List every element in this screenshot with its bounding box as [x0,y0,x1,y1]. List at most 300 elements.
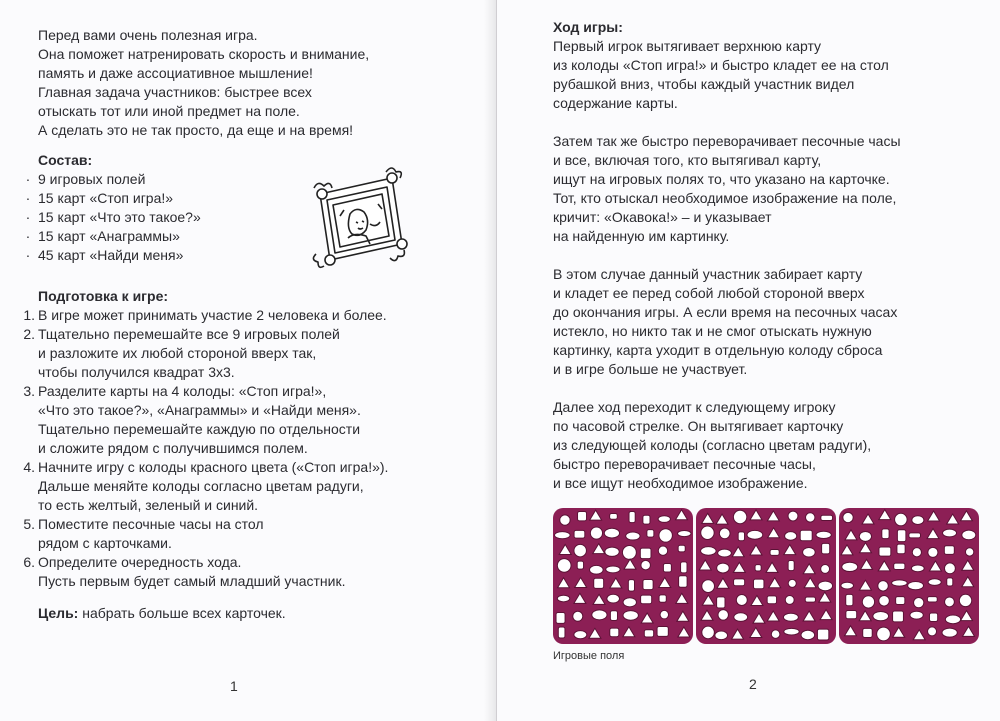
boards-caption: Игровые поля [553,650,625,662]
doodle-shape [610,628,619,637]
doodle-shape [788,511,798,521]
doodle-shape [908,581,924,589]
doodle-shape [559,545,571,555]
doodle-shape [556,612,565,623]
doodle-shape [965,548,973,556]
doodle-shape [862,596,874,608]
doodle-shape [733,562,745,572]
doodle-shape [755,565,761,571]
doodle-shape [750,510,762,520]
composition-item [25,170,201,189]
game-board-tile-2-art [696,508,836,644]
preparation-section [23,287,389,591]
gameplay-line: на найденную им картинку. [553,228,730,244]
doodle-shape [806,513,815,522]
doodle-shape [623,611,638,621]
doodle-shape [770,550,779,556]
step-number: 2. [23,326,35,342]
doodle-shape [912,548,921,557]
doodle-shape [859,531,871,541]
preparation-step-line [38,363,388,382]
doodle-shape [801,630,815,639]
intro-line: отыскать тот или иной предмет на поле. [38,103,300,119]
doodle-shape [928,511,940,521]
bullet-marker: · [25,171,31,187]
doodle-shape [736,595,747,606]
doodle-shape [962,530,976,540]
doodle-shape [558,578,570,588]
doodle-shape [577,561,583,569]
doodle-shape [647,530,654,537]
doodle-shape [863,628,873,637]
game-board-tile-3 [839,508,979,644]
doodle-shape [555,532,571,539]
doodle-shape [768,528,780,538]
doodle-shape [841,582,854,589]
doodle-shape [804,578,816,588]
doodle-shape [753,613,765,623]
picture-frame-illustration [300,164,412,274]
step-text: и сложите рядом с получившимся полем. [38,440,308,456]
doodle-shape [861,559,873,569]
doodle-shape [816,531,831,538]
doodle-shape [879,547,891,556]
doodle-shape [767,611,779,621]
doodle-shape [590,565,604,574]
doodle-shape [873,611,889,620]
doodle-shape [785,596,794,605]
doodle-shape [820,610,832,620]
doodle-shape [659,529,672,542]
doodle-shape [845,626,857,636]
doodle-shape [590,510,602,520]
doodle-shape [604,528,619,538]
doodle-shape [882,529,889,539]
doodle-shape [677,611,689,621]
gameplay-line: из следующей колоды (согласно цветам радуги), [553,437,872,453]
doodle-shape [732,629,744,639]
doodle-shape [663,564,671,572]
doodle-shape [910,611,923,619]
doodle-shape [574,530,585,538]
gameplay-line: Тот, кто отыскал необходимое изображение на поле, [553,190,897,206]
doodle-shape [658,546,667,555]
preparation-step-line [23,515,388,534]
doodle-shape [681,562,687,573]
intro-line: Перед вами очень полезная игра. [38,27,258,43]
step-text: Тщательно перемешайте каждую по отдельности [38,421,361,437]
doodle-shape [784,545,796,555]
doodle-shape [641,560,651,570]
doodle-shape [783,613,798,621]
doodle-shape [879,596,890,607]
doodle-shape [841,545,853,555]
step-number: 6. [23,554,35,570]
composition-item-label: 45 карт «Найди меня» [38,247,184,263]
doodle-shape [606,566,620,573]
gameplay-line: до окончания игры. А если время на песочных часах [553,304,898,320]
doodle-shape [607,594,620,603]
doodle-shape [959,594,971,606]
preparation-step-line [38,401,388,420]
gameplay-line: из колоды «Стоп игра!» и быстро кладет ее на стол [553,57,889,73]
step-text: Разделите карты на 4 колоды: «Стоп игра!», [38,383,327,399]
composition-item-label: 15 карт «Стоп игра!» [38,190,174,206]
bullet-marker: · [25,247,31,263]
preparation-step-line [23,325,388,344]
gameplay-paragraph [553,37,901,113]
doodle-shape [678,545,685,552]
doodle-shape [678,530,692,536]
doodle-shape [805,597,815,602]
doodle-shape [626,532,640,540]
doodle-shape [622,545,636,559]
doodle-shape [767,596,776,604]
doodle-shape [605,547,619,556]
doodle-shape [821,565,830,574]
doodle-shape [945,615,960,624]
doodle-shape [784,628,799,635]
doodle-shape [785,532,797,541]
doodle-shape [877,627,891,641]
composition-item [25,246,201,265]
composition-list [25,170,201,265]
doodle-shape [628,580,634,591]
doodle-shape [718,549,732,557]
doodle-shape [961,611,973,621]
doodle-shape [912,516,924,525]
step-text: рядом с карточками. [38,535,172,551]
doodle-shape [750,628,762,638]
preparation-steps [23,306,389,591]
gameplay-line: по часовой стрелке. Он вытягивает карточку [553,418,844,434]
doodle-shape [701,547,717,556]
doodle-shape [943,529,957,537]
left-page [0,0,496,721]
doodle-shape [879,510,891,520]
doodle-shape [821,515,833,520]
doodle-shape [942,628,957,637]
doodle-shape [699,560,711,570]
doodle-shape [702,626,715,639]
doodle-shape [641,595,652,604]
step-text: Определите очередность хода. [38,554,242,570]
doodle-shape [859,611,871,621]
doodle-shape [914,598,924,608]
step-number: 3. [23,383,35,399]
doodle-shape [629,511,635,522]
doodle-shape [644,630,653,637]
doodle-shape [769,578,781,588]
doodle-shape [557,595,569,602]
doodle-shape [894,563,905,569]
doodle-shape [803,611,815,621]
doodle-shape [657,626,668,636]
doodle-shape [846,610,857,618]
doodle-shape [717,563,729,573]
doodle-shape [738,532,744,541]
gameplay-line: В этом случае данный участник забирает карту [553,266,863,282]
composition-item-label: 9 игровых полей [38,171,146,187]
doodle-shape [610,578,622,588]
step-text: Тщательно перемешайте все 9 игровых полей [38,326,340,342]
gameplay-line: рубашкой вниз, чтобы каждый участник видел [553,76,855,92]
bullet-marker: · [25,190,31,206]
gameplay-line: ищут на игровых полях то, что указано на карточке. [553,171,890,187]
gameplay-line: содержание карты. [553,95,678,111]
game-board-tile-1-art [553,508,693,644]
goal-line [38,604,286,623]
doodle-shape [962,577,974,587]
gameplay-paragraph [553,132,901,246]
doodle-shape [658,516,670,523]
step-text: Начните игру с колоды красного цвета («Стоп игра!»). [38,459,389,475]
doodle-shape [590,527,602,539]
gameplay-line: Затем так же быстро переворачивает песочные часы [553,133,901,149]
page-number-left: 1 [230,678,238,694]
doodle-shape [947,578,953,586]
picture-frame-doodle [300,164,412,274]
game-board-tile-1 [553,508,693,644]
preparation-step-line [23,553,388,572]
doodle-shape [751,596,763,606]
doodle-shape [717,597,725,608]
doodle-shape [660,610,669,619]
doodle-shape [715,631,728,640]
doodle-shape [610,514,618,520]
doodle-shape [643,515,650,524]
doodle-shape [962,560,974,570]
bullet-marker: · [25,228,31,244]
doodle-shape [676,593,688,603]
doodle-shape [911,565,924,572]
doodle-shape [800,530,812,541]
preparation-step-line [38,420,388,439]
intro-line: А сделать это не так просто, да еще и на время! [38,122,354,138]
doodle-shape [803,547,816,557]
doodle-shape [929,613,937,622]
doodle-shape [766,562,778,572]
doodle-shape [557,559,571,573]
doodle-shape [817,629,828,640]
game-board-tile-2 [696,508,836,644]
gameplay-heading: Ход игры: [553,19,623,35]
doodle-shape [659,577,671,587]
doodle-shape [963,626,975,636]
preparation-step-line [38,534,388,553]
doodle-shape [846,594,853,605]
doodle-shape [702,595,714,605]
bullet-marker: · [25,209,31,225]
gameplay-paragraph [553,265,901,379]
doodle-shape [819,592,831,602]
preparation-step-line [38,496,388,515]
doodle-shape [640,548,651,559]
gameplay-line: картинку, карта уходит в отдельную колоду сброса [553,342,883,358]
composition-item [25,227,201,246]
intro-line: память и даже ассоциативное мышление! [38,65,313,81]
doodle-shape [859,543,871,553]
doodle-shape [859,580,871,590]
doodle-shape [717,578,729,588]
preparation-step-line [38,439,388,458]
doodle-shape [558,627,565,638]
doodle-shape [659,595,666,602]
doodle-shape [928,547,938,557]
step-text: Пусть первым будет самый младший участник. [38,573,346,589]
composition-item-label: 15 карт «Что это такое?» [38,209,201,225]
doodle-shape [593,594,605,604]
doodle-shape [701,526,714,539]
doodle-shape [822,543,830,553]
step-number: 4. [23,459,35,475]
doodle-shape [892,580,908,586]
gameplay-line: Далее ход переходит к следующему игроку [553,399,836,415]
doodle-shape [818,581,833,591]
doodle-shape [733,510,746,523]
doodle-shape [643,579,653,589]
preparation-step-line [38,477,388,496]
gameplay-line: истекло, но никто так и не смог отыскать нужную [553,323,872,339]
doodle-shape [718,610,728,620]
page-number-right: 2 [749,676,757,692]
gameplay-line: и в игре больше не участвует. [553,361,748,377]
doodle-shape [895,513,908,526]
doodle-shape [719,528,730,539]
goal-text: набрать больше всех карточек. [78,605,286,621]
preparation-step-line [23,382,388,401]
doodle-shape [574,631,587,639]
game-board-tile-3-art [839,508,979,644]
doodle-shape [702,513,714,523]
doodle-shape [623,598,636,607]
gameplay-line: кричит: «Окавока!» – и указывает [553,209,772,225]
doodle-shape [594,578,604,588]
preparation-heading: Подготовка к игре: [38,288,169,304]
doodle-shape [803,564,815,574]
doodle-shape [878,581,888,591]
doodle-shape [574,544,586,556]
doodle-shape [679,576,688,588]
doodle-shape [747,530,763,539]
step-text: «Что это такое?», «Анаграммы» и «Найди меня». [38,402,361,418]
doodle-shape [701,610,713,620]
step-text: Дальше меняйте колоды согласно цветам радуги, [38,478,364,494]
doodle-shape [575,578,587,588]
composition-item [25,189,201,208]
doodle-shape [944,563,955,574]
doodle-shape [842,562,858,571]
doodle-shape [610,611,617,621]
doodle-shape [716,514,728,524]
doodle-shape [893,627,905,637]
doodle-shape [909,533,921,538]
step-text: то есть желтый, зеленый и синий. [38,497,259,513]
goal-label: Цель: [38,605,79,621]
intro-text [38,26,369,140]
composition-item [25,208,201,227]
doodle-shape [734,579,745,586]
doodle-shape [897,530,905,542]
doodle-shape [574,593,586,603]
doodle-shape [960,511,972,521]
doodle-shape [560,515,570,525]
doodle-shape [589,628,601,638]
intro-line: Главная задача участников: быстрее всех [38,84,312,100]
doodle-shape [944,546,954,555]
gameplay-paragraphs [553,37,901,493]
gameplay-line: быстро переворачивает песочные часы, [553,456,816,472]
doodle-shape [927,529,939,539]
step-number: 5. [23,516,35,532]
gameplay-paragraph [553,398,901,493]
intro-line: Она поможет натренировать скорость и внимание, [38,46,370,62]
doodle-shape [845,530,857,540]
doodle-shape [862,514,874,524]
preparation-step-line [23,458,389,477]
preparation-step-line [23,306,388,325]
preparation-step-line [38,572,388,591]
doodle-shape [928,579,941,586]
doodle-shape [767,511,779,521]
gameplay-section [553,18,901,493]
doodle-shape [788,579,796,587]
doodle-shape [702,580,715,593]
doodle-shape [893,611,904,622]
gameplay-line: и все, включая того, кто вытягивал карту, [553,152,822,168]
doodle-shape [573,611,583,621]
doodle-shape [734,613,748,622]
step-text: и разложите их любой стороной вверх так, [38,345,317,361]
step-text: чтобы получился квадрат 3х3. [38,364,235,380]
doodle-shape [678,627,690,637]
doodle-shape [578,512,587,521]
doodle-shape [929,561,941,571]
doodle-shape [947,514,959,524]
doodle-shape [788,560,794,570]
doodle-shape [928,627,937,636]
doodle-shape [750,545,762,555]
doodle-shape [771,630,780,639]
doodle-shape [927,597,937,602]
composition-item-label: 15 карт «Анаграммы» [38,228,180,244]
doodle-shape [878,561,890,571]
doodle-shape [623,627,635,637]
composition-heading: Состав: [38,152,93,168]
doodle-shape [624,559,636,569]
right-page [497,0,1000,721]
doodle-shape [732,547,744,557]
step-text: В игре может принимать участие 2 человека и более. [38,307,387,323]
doodle-shape [843,512,853,522]
doodle-shape [753,579,763,589]
doodle-shape [897,544,905,554]
preparation-step-line [38,344,388,363]
doodle-shape [592,610,607,620]
doodle-shape [945,597,955,607]
step-number: 1. [23,307,35,323]
doodle-shape [593,544,605,554]
composition-section [25,151,201,265]
gameplay-line: и кладет ее перед собой любой стороной вверх [553,285,865,301]
gameplay-line: Первый игрок вытягивает верхнюю карту [553,38,822,54]
doodle-shape [896,597,905,605]
doodle-shape [676,510,688,520]
step-text: Поместите песочные часы на стол [38,516,264,532]
gameplay-line: и все ищут необходимое изображение. [553,475,808,491]
doodle-shape [913,630,925,640]
doodle-shape [641,613,653,623]
